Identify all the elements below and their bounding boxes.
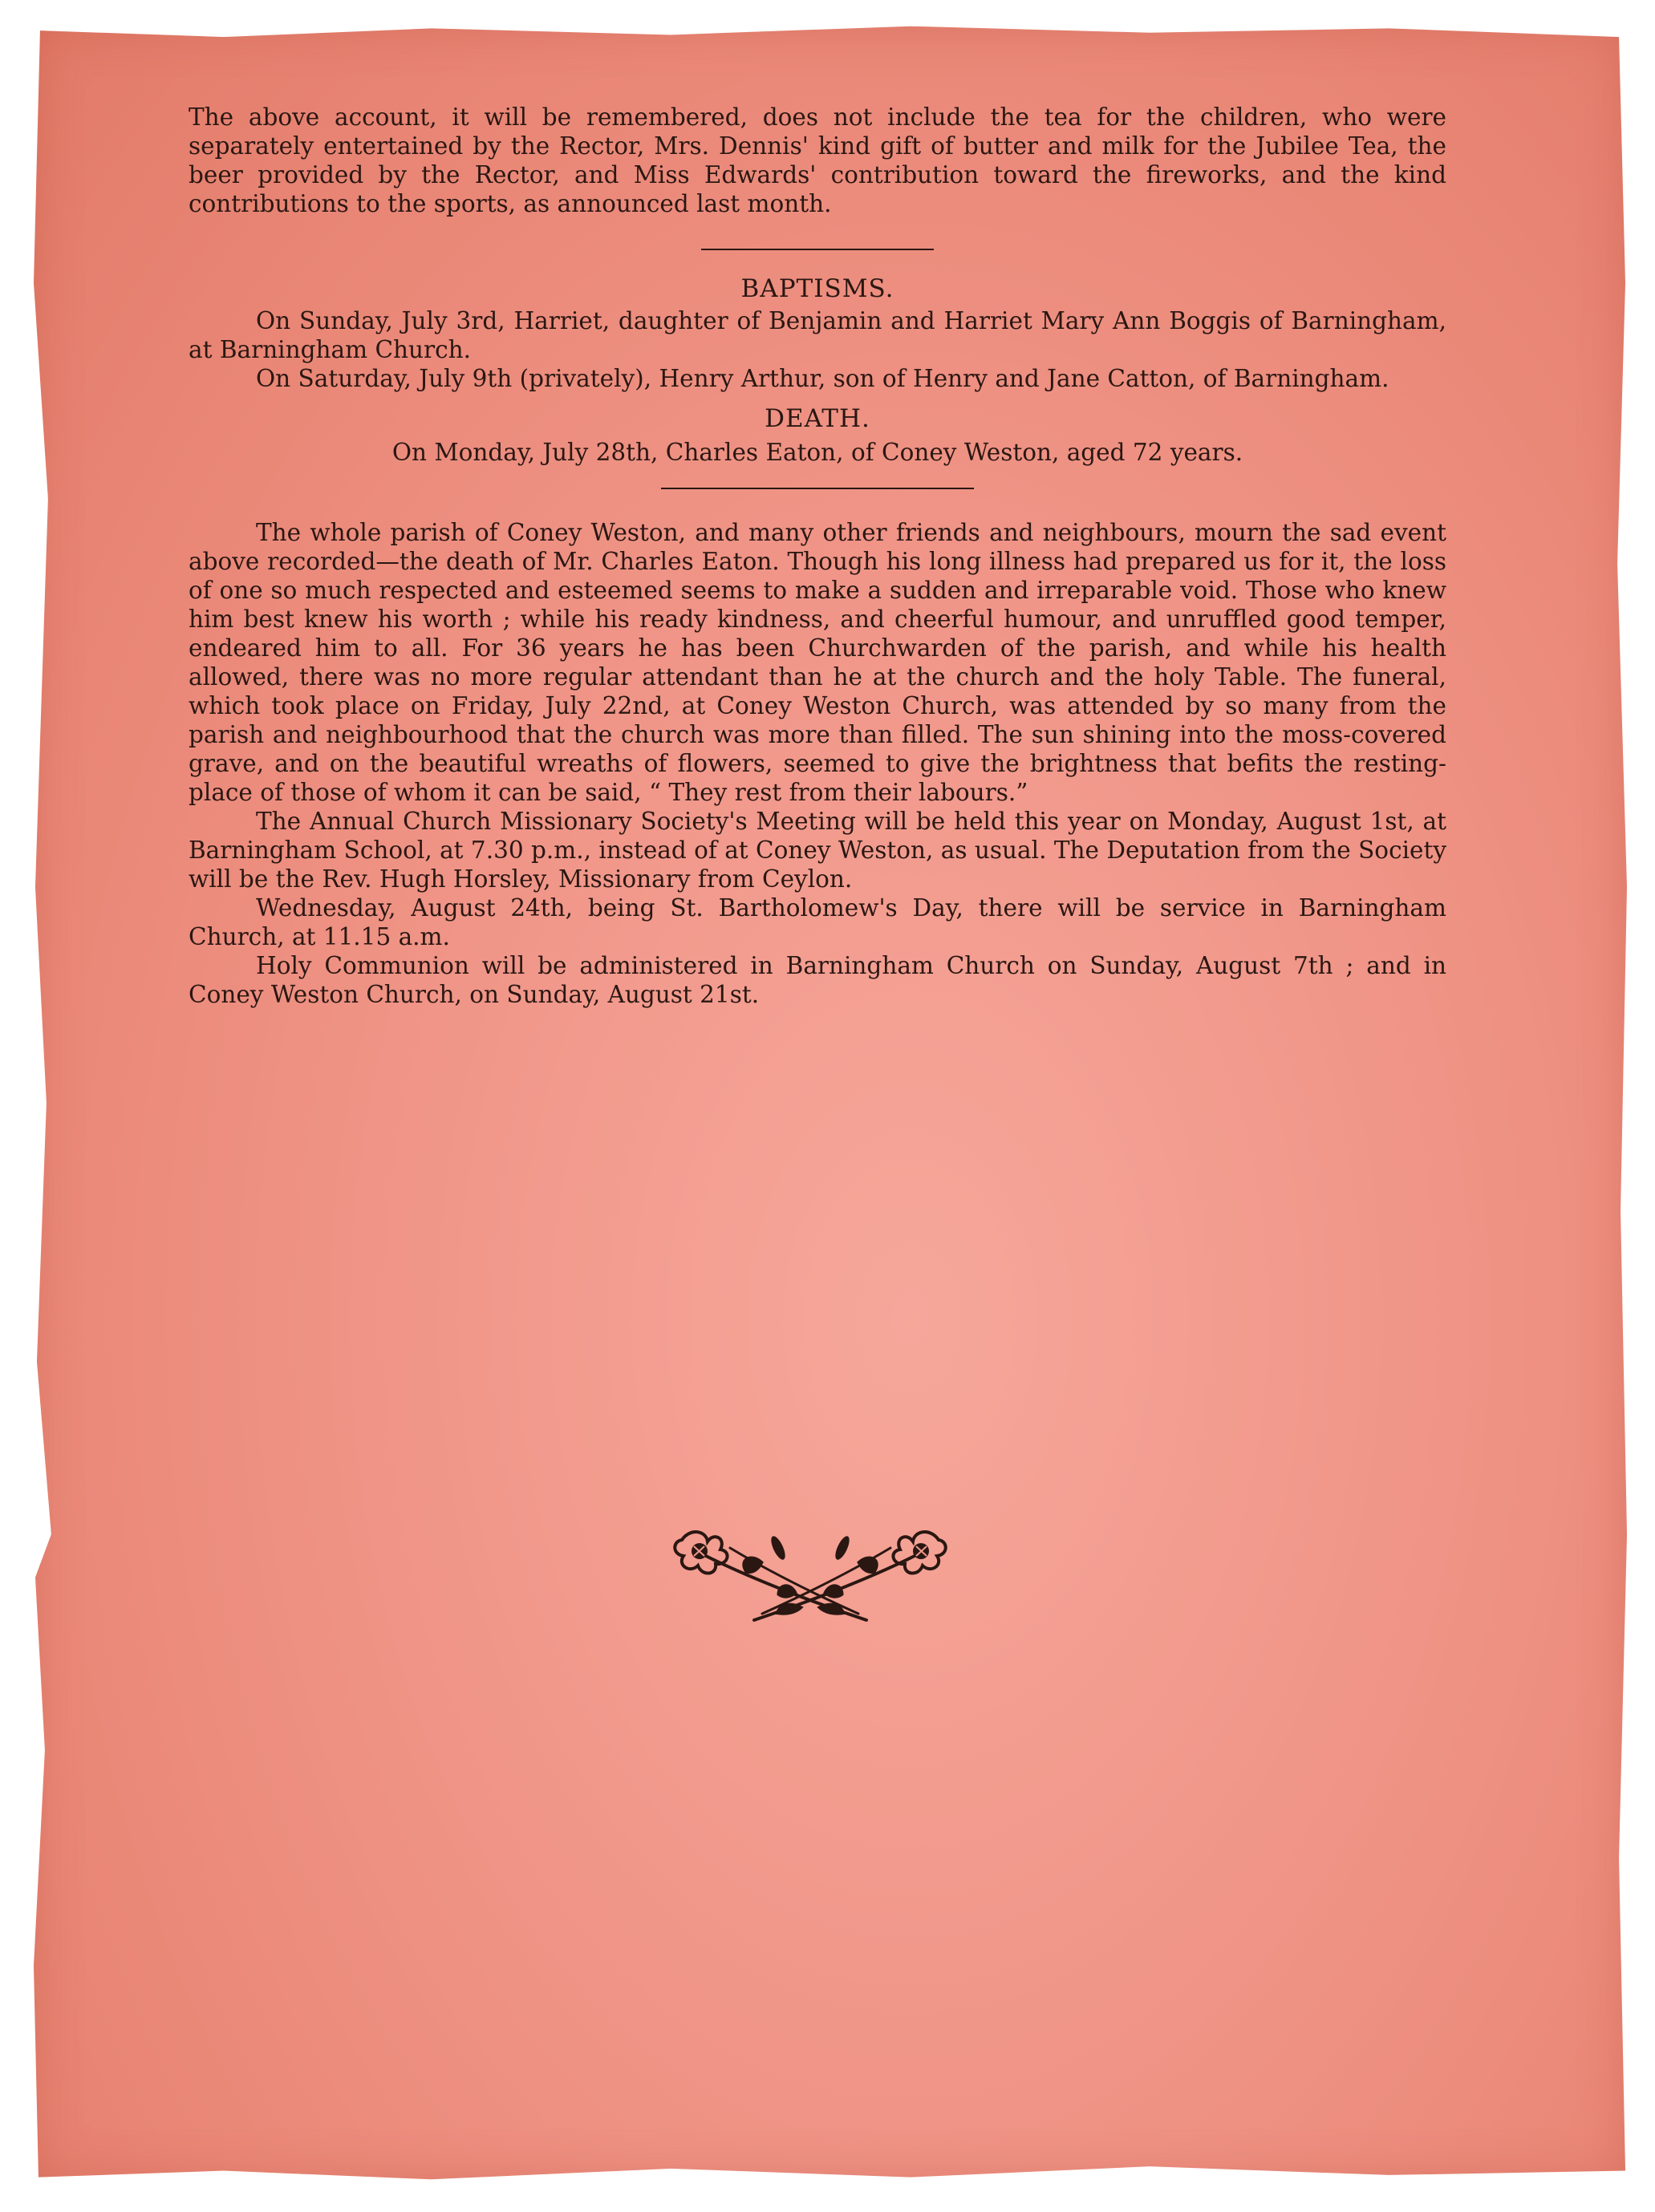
death-entry: On Monday, July 28th, Charles Eaton, of Coney Weston, aged 72 years. xyxy=(391,439,1243,466)
crossed-flowers-ornament-icon xyxy=(658,1524,963,1628)
baptism-entry: On Sunday, July 3rd, Harriet, daughter of Benjamin and Harriet Mary Ann Boggis of Barningham, at Barningham Church. xyxy=(189,307,1446,363)
document-body xyxy=(189,103,1446,1009)
saints-day-service-notice: Wednesday, August 24th, being St. Bartholomew's Day, there will be service in Barningham Church, at 11.15 a.m. xyxy=(189,894,1446,950)
baptism-entry: On Saturday, July 9th (privately), Henry Arthur, son of Henry and Jane Catton, of Barningham. xyxy=(256,365,1389,392)
missionary-meeting-notice: The Annual Church Missionary Society's Meeting will be held this year on Monday, August 1st, at Barningham School, at 7.30 p.m., instead of at Coney Weston, as usual. The Deputation from the Society will be the Rev. Hugh Horsley, Missionary from Ceylon. xyxy=(189,808,1446,893)
intro-paragraph: The above account, it will be remembered, does not include the tea for the children, who were separately entertained by the Rector, Mrs. Dennis' kind gift of butter and milk for the Jubilee Tea, the beer provided by the Rector, and Miss Edwards' contribution toward the fireworks, and the kind contributions to the sports, as announced last month. xyxy=(189,103,1446,217)
death-heading: DEATH. xyxy=(765,404,870,433)
baptisms-heading: BAPTISMS. xyxy=(740,274,894,303)
holy-communion-notice: Holy Communion will be administered in Barningham Church on Sunday, August 7th ; and in Coney Weston Church, on Sunday, August 21st. xyxy=(189,952,1446,1008)
obituary-paragraph: The whole parish of Coney Weston, and many other friends and neighbours, mourn the sad event above recorded—the death of Mr. Charles Eaton. Though his long illness had prepared us for it, the loss of one so much respected and esteemed seems to make a sudden and irreparable void. Those who knew him best knew his worth ; while his ready kindness, and cheerful humour, and unruffled good temper, endeared him to all. For 36 years he has been Churchwarden of the parish, and while his health allowed, there was no more regular attendant than he at the church and the holy Table. The funeral, which took place on Friday, July 22nd, at Coney Weston Church, was attended by so many from the parish and neighbourhood that the church was more than filled. The sun shining into the moss-covered grave, and on the beautiful wreaths of flowers, seemed to give the brightness that befits the resting-place of those of whom it can be said, “ They rest from their labours.” xyxy=(189,519,1446,806)
section-divider xyxy=(701,249,934,250)
section-divider xyxy=(661,488,974,489)
